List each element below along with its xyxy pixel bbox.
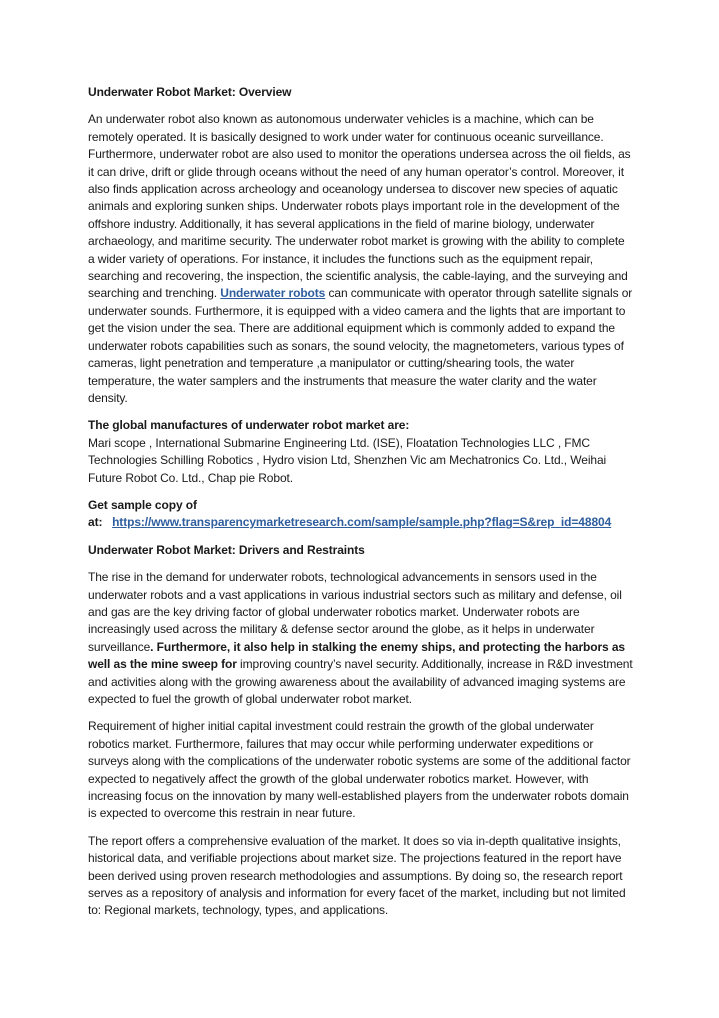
overview-paragraph xyxy=(88,111,633,407)
document-page xyxy=(88,84,633,930)
manufacturers-list: Mari scope , International Submarine Engineering Ltd. (ISE), Floatation Technologies LLC , FMC Technologies Schilling Robotics , Hydro vision Ltd, Shenzhen Vic am Mechatronics Co. Ltd., Weihai Future Robot Co. Ltd., Chap pie Robot. xyxy=(88,435,607,485)
drivers-paragraph-3: The report offers a comprehensive evaluation of the market. It does so via in-depth qualitative insights, historical data, and verifiable projections about market size. The projections featured in the report have been derived using proven research methodologies and assumptions. By doing so, the research report serves as a repository of analysis and information for every facet of the market, including but not limited to: Regional markets, technology, types, and applications. xyxy=(88,833,626,918)
overview-text-end: can communicate with operator through satellite signals or underwater sounds. Furthermore, it is equipped with a video camera and the lights that are important to get the vision under the sea. There are additional equipment which is commonly added to expand the underwater robots capabilities such as sonars, the sound velocity, the magnetometers, various types of cameras, light penetration and temperature ,a manipulator or cutting/shearing tools, the water temperature, the water samplers and the instruments that measure the water clarity and the water density. xyxy=(88,286,633,405)
overview-text-start: An underwater robot also known as autonomous underwater vehicles is a machine, which can be remotely operated. It is basically designed to work under water for continuous oceanic surveillance. Furthermore, underwater robot are also used to monitor the operations undersea across the oil fields, as it can drive, drift or glide through oceans without the need of any human operator’s control. Moreover, it also finds application across archeology and oceanology undersea to discover new species of aquatic animals and exploring sunken ships. Underwater robots plays important role in the development of the offshore industry. Additionally, it has several applications in the field of marine biology, underwater archaeology, and maritime security. The underwater robot market is growing with the ability to complete a wider variety of operations. For instance, it includes the functions such as the equipment repair, searching and recovering, the inspection, the scientific analysis, the cable-laying, and the surveying and searching and trenching. xyxy=(88,112,631,301)
drivers-paragraph-2: Requirement of higher initial capital investment could restrain the growth of the global underwater robotics market. Furthermore, failures that may occur while performing underwater expeditions or surveys along with the complications of the underwater robotic systems are some of the additional factor expected to negatively affect the growth of the global underwater robotics market. However, with increasing focus on the innovation by many well-established players from the underwater robots domain is expected to overcome this restrain in near future. xyxy=(88,719,631,821)
drivers-bold-text: . Furthermore, it also help in stalking the enemy ships, and protecting the harbors as well as the mine sweep for xyxy=(88,639,626,672)
underwater-robots-link[interactable]: Underwater robots xyxy=(220,286,326,301)
sample-line xyxy=(88,514,633,531)
drivers-heading: Underwater Robot Market: Drivers and Restraints xyxy=(88,542,365,557)
sample-at-label: at: xyxy=(88,515,103,530)
overview-heading: Underwater Robot Market: Overview xyxy=(88,85,292,99)
manufacturers-heading: The global manufactures of underwater robot market are: xyxy=(88,418,410,433)
sample-url-link[interactable]: https://www.transparencymarketresearch.com/sample/sample.php?flag=S&rep_id=48804 xyxy=(112,515,612,530)
drivers-paragraph-1: The rise in the demand for underwater robots, technological advancements in sensors used in the underwater robots and a vast applications in various industrial sectors such as military and defense, oil and gas are the key driving factor of global underwater robotics market. Underwater robots are increasingly used across the military & defense sector around the globe, as it helps in underwater surveillance. Furthermore, it also help in stalking the enemy ships, and protecting the harbors as well as the mine sweep for improving country’s navel security. Additionally, increase in R&D investment and activities along with the growing awareness about the availability of advanced imaging systems are expected to fuel the growth of global underwater robot market. xyxy=(88,570,633,706)
sample-label: Get sample copy of xyxy=(88,497,197,512)
